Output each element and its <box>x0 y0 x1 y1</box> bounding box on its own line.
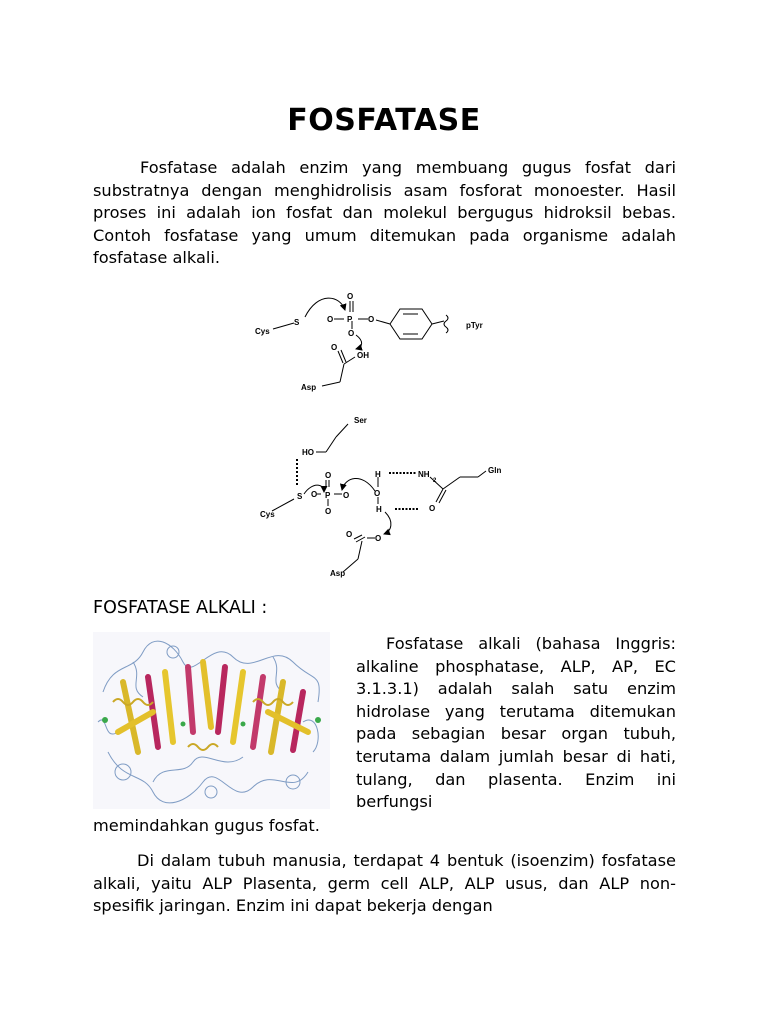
label-carboxylate-o-minus: O <box>375 534 382 543</box>
label-oxygen-top: O <box>347 292 354 301</box>
label-hydrogen-lower: H <box>376 505 382 514</box>
reaction-mechanism-diagram <box>250 287 522 587</box>
label-o-minus-bottom: O <box>348 329 355 338</box>
page-title: FOSFATASE <box>287 103 481 138</box>
label-ptyr: pTyr <box>466 321 483 330</box>
protein-structure-image <box>93 632 330 809</box>
label-phosphorus-bottom: P <box>325 491 331 500</box>
label-water-oxygen: O <box>374 489 381 498</box>
label-nh2: NH <box>418 470 430 479</box>
label-sulfur-top: S <box>294 318 300 327</box>
label-oxygen-bottom: O <box>325 471 332 480</box>
label-cys-top: Cys <box>255 327 270 336</box>
label-asp-top: Asp <box>301 383 317 392</box>
label-ester-oxygen: O <box>368 315 375 324</box>
label-asp-bottom: Asp <box>330 569 346 578</box>
label-ho: HO <box>302 448 314 457</box>
label-phosphorus-top: P <box>347 315 353 324</box>
alkali-paragraph: Fosfatase alkali (bahasa Inggris: alkaline phosphatase, ALP, AP, EC 3.1.3.1) adalah salah satu enzim hidrolase yang terutama ditemukan pada sebagian besar organ tubuh, terutama dalam jumlah besar di hati, tulang, dan plasenta. Enzim ini berfungsi <box>356 634 676 812</box>
isoenzyme-paragraph: Di dalam tubuh manusia, terdapat 4 bentuk (isoenzim) fosfatase alkali, yaitu ALP Plasenta, germ cell ALP, ALP usus, dan ALP non-spesifik jaringan. Enzim ini dapat bekerja dengan <box>93 851 676 916</box>
label-carboxylate-oxygen: O <box>346 530 353 539</box>
label-oxygen-lower: O <box>325 507 332 516</box>
alkali-paragraph-end: memindahkan gugus fosfat. <box>93 816 320 835</box>
label-nh2-subscript: 2 <box>433 478 437 484</box>
label-cys-bottom: Cys <box>260 510 275 519</box>
label-amide-oxygen: O <box>429 504 436 513</box>
intro-paragraph: Fosfatase adalah enzim yang membuang gugus fosfat dari substratnya dengan menghidrolisis asam fosforat monoester. Hasil proses ini adalah ion fosfat dan molekul bergugus hidroksil bebas. Contoh fosfatase yang umum ditemukan pada organisme adalah fosfatase alkali. <box>93 158 676 268</box>
label-oxygen-leaving: O <box>343 491 350 500</box>
section-heading-alkali: FOSFATASE ALKALI : <box>93 598 268 618</box>
label-carbonyl-oxygen-top: O <box>331 343 338 352</box>
label-gln: Gln <box>488 466 502 475</box>
label-hydrogen-upper: H <box>375 470 381 479</box>
label-ser: Ser <box>354 416 367 425</box>
label-sulfur-bottom: S <box>297 492 303 501</box>
label-o-minus-bottom-left: O <box>311 490 318 499</box>
label-hydroxyl: OH <box>357 351 369 360</box>
label-o-minus-left: O <box>327 315 334 324</box>
